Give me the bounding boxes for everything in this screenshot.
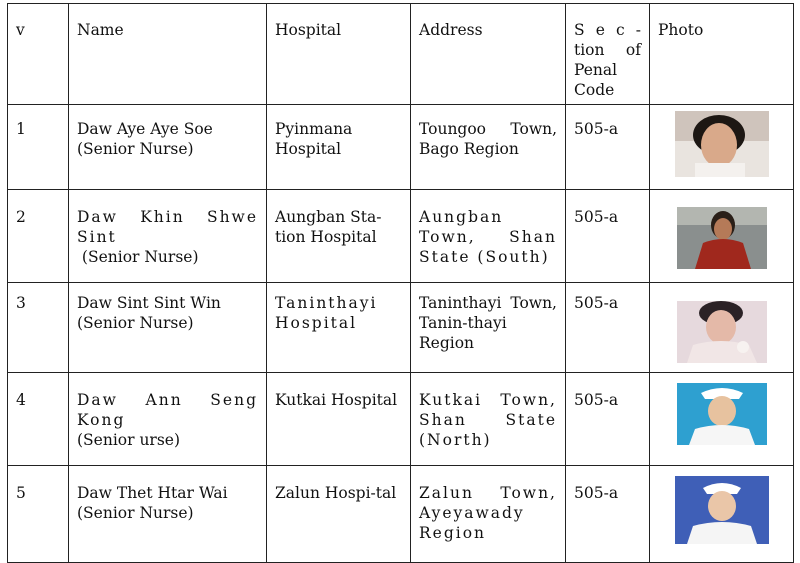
row-number: 3	[8, 283, 69, 373]
row-name	[69, 373, 267, 466]
title-text: (Senior Nurse)	[77, 504, 194, 522]
row-address: Kutkai Town, Shan State (North)	[411, 373, 566, 466]
row-name	[69, 105, 267, 190]
row-address: Toungoo Town, Bago Region	[411, 105, 566, 190]
row-section: 505-a	[566, 190, 650, 283]
row-number: 5	[8, 466, 69, 563]
row-photo-cell	[650, 466, 794, 563]
name-text: Daw Khin Shwe Sint	[77, 208, 258, 246]
row-name	[69, 283, 267, 373]
header-name: Name	[69, 4, 267, 105]
portrait-photo	[677, 301, 767, 363]
row-photo-cell	[650, 283, 794, 373]
row-hospital: Taninthayi Hospital	[267, 283, 411, 373]
header-section: S e c - tion of Penal Code	[566, 4, 650, 105]
title-text: (Senior Nurse)	[77, 140, 194, 158]
row-photo-cell	[650, 373, 794, 466]
table-row	[8, 105, 794, 190]
row-number: 1	[8, 105, 69, 190]
name-text: Daw Sint Sint Win	[77, 294, 221, 312]
row-photo-cell	[650, 105, 794, 190]
row-address: Aungban Town, Shan State (South)	[411, 190, 566, 283]
name-text: Daw Thet Htar Wai	[77, 484, 228, 502]
row-hospital: Pyinmana Hospital	[267, 105, 411, 190]
row-number: 4	[8, 373, 69, 466]
row-hospital: Aungban Sta-tion Hospital	[267, 190, 411, 283]
header-hospital: Hospital	[267, 4, 411, 105]
header-address: Address	[411, 4, 566, 105]
row-section: 505-a	[566, 466, 650, 563]
table-header-row	[8, 4, 794, 105]
portrait-photo	[675, 111, 769, 177]
row-hospital: Kutkai Hospital	[267, 373, 411, 466]
portrait-photo	[677, 383, 767, 445]
row-section: 505-a	[566, 283, 650, 373]
row-section: 505-a	[566, 373, 650, 466]
row-name	[69, 190, 267, 283]
row-number: 2	[8, 190, 69, 283]
header-number: v	[8, 4, 69, 105]
title-text: (Senior Nurse)	[77, 248, 199, 266]
table-row	[8, 466, 794, 563]
row-address: Zalun Town, Ayeyawady Region	[411, 466, 566, 563]
nurses-table	[7, 3, 794, 563]
title-text: (Senior urse)	[77, 431, 181, 449]
row-photo-cell	[650, 190, 794, 283]
row-address: Taninthayi Town, Tanin-thayi Region	[411, 283, 566, 373]
table-row	[8, 373, 794, 466]
row-hospital: Zalun Hospi-tal	[267, 466, 411, 563]
name-text: Daw Aye Aye Soe	[77, 120, 213, 138]
portrait-photo	[675, 476, 769, 544]
table-row	[8, 283, 794, 373]
title-text: (Senior Nurse)	[77, 314, 194, 332]
portrait-photo	[677, 207, 767, 269]
name-text: Daw Ann Seng Kong	[77, 391, 258, 429]
header-photo: Photo	[650, 4, 794, 105]
table-row	[8, 190, 794, 283]
row-section: 505-a	[566, 105, 650, 190]
row-name	[69, 466, 267, 563]
